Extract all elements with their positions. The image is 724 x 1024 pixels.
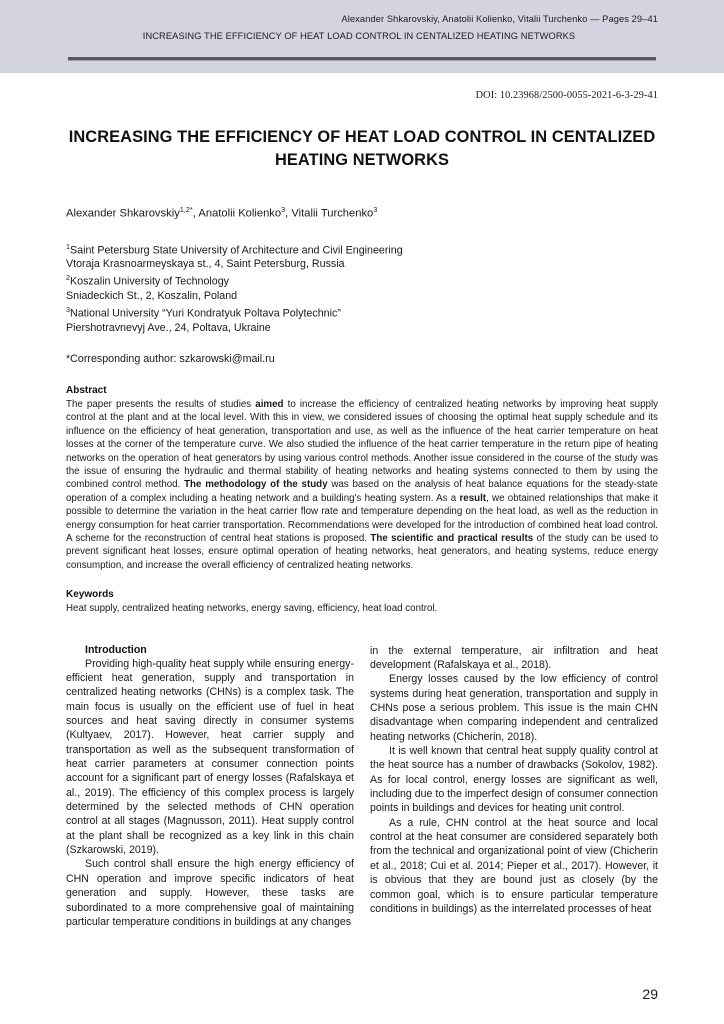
page-content	[0, 73, 724, 929]
affiliation-list	[66, 240, 658, 335]
abstract-text-3: was based on the analysis of heat balance equations for the steady-state operation of a complex including a heating network and a building's heating system. As a	[66, 479, 658, 504]
author-list	[66, 202, 658, 222]
abstract-text-1: The paper presents the results of studies	[66, 398, 256, 410]
introduction-heading: Introduction	[85, 643, 147, 656]
affiliation-address: Piershotravnevyj Ave., 24, Poltava, Ukraine	[66, 321, 271, 334]
affiliation-marker: 2	[66, 273, 70, 283]
keywords-list: Heat supply, centralized heating networks, energy saving, efficiency, heat load control.	[66, 603, 438, 615]
affiliation-institution: Koszalin University of Technology	[70, 276, 230, 289]
affiliation-institution: National University “Yuri Kondratyuk Poltava Polytechnic”	[70, 307, 341, 320]
abstract-body	[66, 398, 658, 572]
affiliation-item	[66, 240, 658, 258]
author-name-1: Alexander Shkarovskiy	[66, 207, 180, 220]
header-divider-rule	[68, 57, 656, 61]
abstract-text-4: , we obtained relationships that make it possible to determine the variation in the heat carrier flow rate and temperature depending on the heat load, as well as the reduction in energy consumption for heat carrier transportation. Recommendations were developed for the introduction of combined heat load control. A scheme for the reconstruction of central heat stations is proposed.	[66, 492, 658, 545]
running-header-band	[0, 0, 724, 73]
right-column-paragraph-3: It is well known that central heat supply quality control at the heat source has a number of drawbacks (Sokolov, 1982). As for local control, energy losses are significant as well, including due to the imperfect design of consumer connection points in buildings and devices for heating unit control.	[370, 745, 658, 815]
abstract-emphasis-2: The methodology of the study	[184, 479, 328, 491]
right-column	[370, 644, 658, 930]
author-separator-1: ,	[192, 207, 199, 220]
left-column	[66, 644, 354, 930]
affiliation-item	[66, 271, 658, 289]
abstract-heading: Abstract	[66, 384, 107, 396]
doi-line: DOI: 10.23968/2500-0055-2021-6-3-29-41	[475, 90, 658, 101]
affiliation-address: Vtoraja Krasnoarmeyskaya st., 4, Saint Petersburg, Russia	[66, 258, 345, 271]
affiliation-address: Sniadeckich St., 2, Koszalin, Poland	[66, 290, 238, 303]
two-column-body	[66, 644, 658, 930]
abstract-emphasis-4: The scientific and practical results	[370, 533, 534, 545]
affiliation-institution: Saint Petersburg State University of Architecture and Civil Engineering	[70, 244, 403, 257]
keywords-heading: Keywords	[66, 589, 114, 601]
page-number: 29	[642, 986, 658, 1002]
author-affiliation-marker-1: 1,2*	[179, 205, 193, 214]
author-name-3: Vitalii Turchenko	[291, 207, 374, 220]
abstract-emphasis-1: aimed	[255, 398, 284, 410]
affiliation-marker: 3	[66, 305, 70, 315]
corresponding-author-line: *Corresponding author: szkarowski@mail.ru	[66, 352, 275, 365]
author-separator-2: ,	[285, 207, 292, 220]
left-column-paragraph-1: Providing high-quality heat supply while ensuring energy-efficient heat generation, supply and transportation in centralized heating networks (CHNs) is a complex task. The main focus is usually on the efficient use of fuel in heat sources and heat saving directly in consumer systems (Kultyaev, 2017). However, heat carrier supply and transportation as well as the subsequent transformation of heat carrier parameters at consumer connection points account for a significant part of energy losses (Rafalskaya et al., 2019). The efficiency of this complex process is largely determined by the selected methods of CHN operation control at all stages (Magnusson, 2011). Heat supply control at the plant shall be recognized as a key link in this chain (Szkarowski, 2019).	[66, 657, 354, 857]
right-column-paragraph-1: in the external temperature, air infiltration and heat development (Rafalskaya et al., 2018).	[370, 644, 658, 672]
affiliation-marker: 1	[66, 241, 70, 251]
author-affiliation-marker-3: 3	[373, 205, 378, 214]
abstract-text-2: to increase the efficiency of centralized heating networks by improving heat supply control at the plant and at the local level. With this in view, we considered issues of choosing the optimal heat supply schedule and its influence on the efficiency of heat generation, transportation and use, as well as the influence of the heat carrier temperature on heat losses at the corner of the temperature curve. We also studied the influence of the heat carrier temperature in the return pipe of heating networks on the operation of heat generators by using various control methods. Another issue considered in the course of the study was the issue of ensuring the hydraulic and thermal stability of heating networks and heating systems connected to them by using the combined control method.	[66, 398, 658, 491]
right-column-paragraph-2: Energy losses caused by the low efficiency of control systems during heat generation, transportation and supply in CHNs pose a serious problem. This issue is the main CHN disadvantage when comparing independent and centralized heating networks (Chicherin, 2018).	[370, 673, 658, 743]
abstract-text-5: of the study can be used to prevent significant heat losses, ensure optimal operation of heating networks, heat generators, and heating systems, reduce energy consumption, and increase the overall efficiency of centralized heating networks.	[66, 533, 659, 571]
author-affiliation-marker-2: 3	[281, 205, 286, 214]
affiliation-item	[66, 303, 658, 321]
running-header-authors: Alexander Shkarovskiy, Anatolii Kolienko, Vitalii Turchenko — Pages 29–41	[341, 14, 658, 24]
abstract-emphasis-3: result	[459, 492, 487, 504]
right-column-paragraph-4: As a rule, CHN control at the heat source and local control at the heat consumer are considered separately both from the technical and organizational point of view (Chicherin et al., 2018; Cui et al. 2014; Pieper et al., 2017). However, it is obvious that they are bound just as closely (by the common goal, which is to ensure particular temperature conditions in buildings) as the interrelated processes of heat	[370, 816, 658, 915]
left-column-paragraph-2: Such control shall ensure the high energy efficiency of CHN operation and improve specific indicators of heat generation and supply. However, these tasks are subordinated to a more comprehensive goal of maintaining particular temperature conditions in buildings at any changes	[66, 858, 354, 928]
running-header-title: INCREASING THE EFFICIENCY OF HEAT LOAD CONTROL IN CENTALIZED HEATING NETWORKS	[142, 31, 576, 41]
page-title: INCREASING THE EFFICIENCY OF HEAT LOAD CONTROL IN CENTALIZED HEATING NETWORKS	[68, 128, 656, 169]
running-header-text	[0, 12, 724, 44]
author-name-2: Anatolii Kolienko	[198, 207, 282, 220]
